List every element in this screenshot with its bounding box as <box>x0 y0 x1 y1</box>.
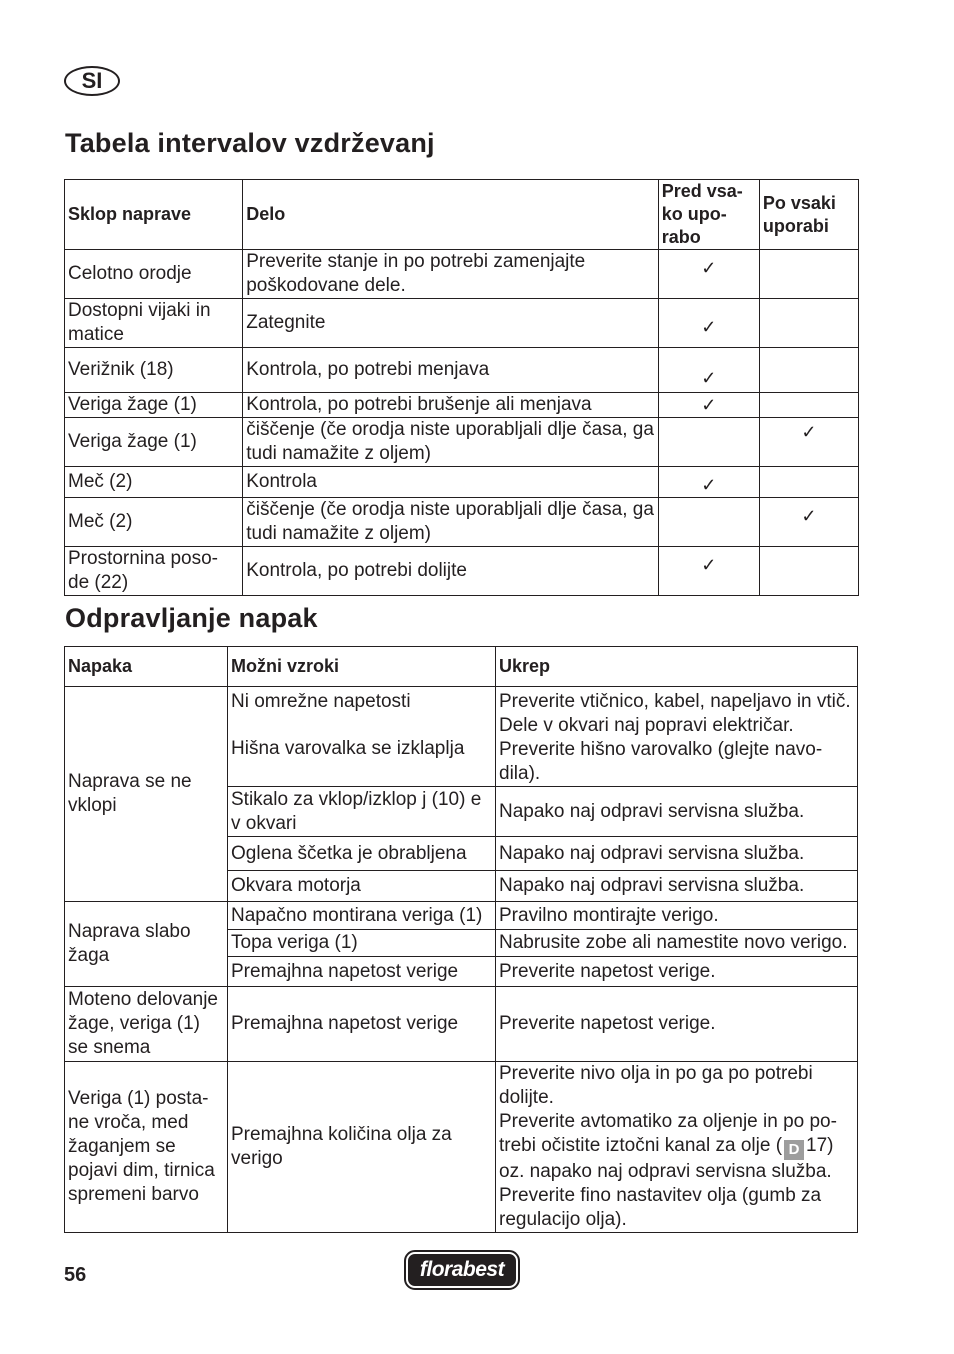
action-cell: Nabrusite zobe ali namestite novo verigo. <box>496 930 858 957</box>
header-before-use: Pred vsa- ko upo- rabo <box>658 180 759 250</box>
check-cell <box>759 299 858 348</box>
action-cell: Napako naj odpravi servisna služba. <box>496 871 858 902</box>
check-icon: ✓ <box>658 250 759 299</box>
check-cell <box>759 348 858 393</box>
check-icon: ✓ <box>658 348 759 393</box>
cause-cell: Topa veriga (1) <box>228 930 496 957</box>
page-number: 56 <box>64 1264 87 1286</box>
header-causes: Možni vzroki <box>228 647 496 687</box>
action-text: Preverite fino nastavitev olja (gumb za regulacijo olja). <box>499 1185 822 1230</box>
cause-cell: Okvara motorja <box>228 871 496 902</box>
section-d-ref-icon: D <box>784 1140 804 1160</box>
work-cell: Zategnite <box>243 299 659 348</box>
work-cell: čiščenje (če orodja niste uporabljali dlje časa, ga tudi namažite z oljem) <box>243 498 659 547</box>
table-row <box>65 348 859 393</box>
action-cell: Preverite napetost verige. <box>496 987 858 1062</box>
action-text <box>499 1110 854 1184</box>
table-row <box>65 547 859 596</box>
check-cell <box>759 250 858 299</box>
check-cell <box>759 467 858 498</box>
fault-cell: Veriga (1) posta-ne vroča, med žaganjem se pojavi dim, tirnica spremeni barvo <box>65 1062 228 1233</box>
cause-cell: Oglena ščetka je obrabljena <box>228 837 496 871</box>
fault-cell: Naprava slabo žaga <box>65 902 228 987</box>
action-cell <box>496 1062 858 1233</box>
check-icon: ✓ <box>658 467 759 498</box>
part-cell: Prostornina poso- de (22) <box>65 547 243 596</box>
action-cell: Preverite napetost verige. <box>496 957 858 987</box>
header-work: Delo <box>243 180 659 250</box>
action-cell: Napako naj odpravi servisna služba. <box>496 837 858 871</box>
action-cell: Napako naj odpravi servisna služba. <box>496 787 858 837</box>
cause-text: Ni omrežne napetosti <box>231 691 411 712</box>
part-cell: Dostopni vijaki in matice <box>65 299 243 348</box>
cause-cell: Premajhna napetost verige <box>228 987 496 1062</box>
table-row <box>65 299 859 348</box>
action-cell: Preverite vtičnico, kabel, napeljavo in vtič. Dele v okvari naj popravi električar. Preverite hišno varovalko (glejte navo-dila). <box>496 687 858 787</box>
work-cell: Kontrola <box>243 467 659 498</box>
check-cell <box>658 498 759 547</box>
check-icon: ✓ <box>658 547 759 596</box>
part-cell: Verižnik (18) <box>65 348 243 393</box>
header-action: Ukrep <box>496 647 858 687</box>
fault-cell: Naprava se ne vklopi <box>65 687 228 902</box>
cause-cell: Napačno montirana veriga (1) <box>228 902 496 930</box>
check-cell <box>759 393 858 418</box>
header-part: Sklop naprave <box>65 180 243 250</box>
table-row <box>65 498 859 547</box>
cause-cell: Premajhna količina olja za verigo <box>228 1062 496 1233</box>
work-cell: Kontrola, po potrebi brušenje ali menjava <box>243 393 659 418</box>
table-row <box>65 250 859 299</box>
work-cell: Kontrola, po potrebi dolijte <box>243 547 659 596</box>
brand-name: florabest <box>419 1258 505 1281</box>
check-icon: ✓ <box>759 498 858 547</box>
table-row <box>65 987 858 1062</box>
part-cell: Veriga žage (1) <box>65 393 243 418</box>
table-row <box>65 418 859 467</box>
part-cell: Celotno orodje <box>65 250 243 299</box>
fault-cell: Moteno delovanje žage, veriga (1) se snema <box>65 987 228 1062</box>
table-row <box>65 687 858 787</box>
cause-cell: Stikalo za vklop/izklop j (10) e v okvari <box>228 787 496 837</box>
part-cell: Veriga žage (1) <box>65 418 243 467</box>
table-row <box>65 467 859 498</box>
action-text-part: Preverite avtomatiko za oljenje in po po-trebi očistite iztočni kanal za olje ( <box>499 1111 837 1156</box>
part-cell: Meč (2) <box>65 498 243 547</box>
header-fault: Napaka <box>65 647 228 687</box>
action-text-part: 17) oz. napako naj odpravi servisna služba. <box>499 1135 834 1182</box>
maintenance-table <box>64 179 859 596</box>
action-cell: Pravilno montirajte verigo. <box>496 902 858 930</box>
check-icon: ✓ <box>658 393 759 418</box>
troubleshooting-table <box>64 646 858 1233</box>
florabest-logo <box>406 1252 518 1288</box>
cause-cell <box>228 687 496 787</box>
maintenance-title: Tabela intervalov vzdrževanj <box>65 128 435 158</box>
table-row <box>65 1062 858 1233</box>
language-code: SI <box>81 68 103 93</box>
language-badge <box>64 66 120 96</box>
header-after-use: Po vsaki uporabi <box>759 180 858 250</box>
cause-text: Hišna varovalka se izklaplja <box>231 738 465 759</box>
check-icon: ✓ <box>759 418 858 467</box>
troubleshooting-title: Odpravljanje napak <box>65 603 318 633</box>
check-cell <box>759 547 858 596</box>
cause-cell: Premajhna napetost verige <box>228 957 496 987</box>
table-row <box>65 902 858 930</box>
check-icon: ✓ <box>658 299 759 348</box>
work-cell: Kontrola, po potrebi menjava <box>243 348 659 393</box>
check-cell <box>658 418 759 467</box>
table-header-row <box>65 647 858 687</box>
table-header-row <box>65 180 859 250</box>
table-row <box>65 393 859 418</box>
action-text: Preverite nivo olja in po ga po potrebi dolijte. <box>499 1063 813 1108</box>
work-cell: Preverite stanje in po potrebi zamenjajte poškodovane dele. <box>243 250 659 299</box>
work-cell: čiščenje (če orodja niste uporabljali dlje časa, ga tudi namažite z oljem) <box>243 418 659 467</box>
part-cell: Meč (2) <box>65 467 243 498</box>
